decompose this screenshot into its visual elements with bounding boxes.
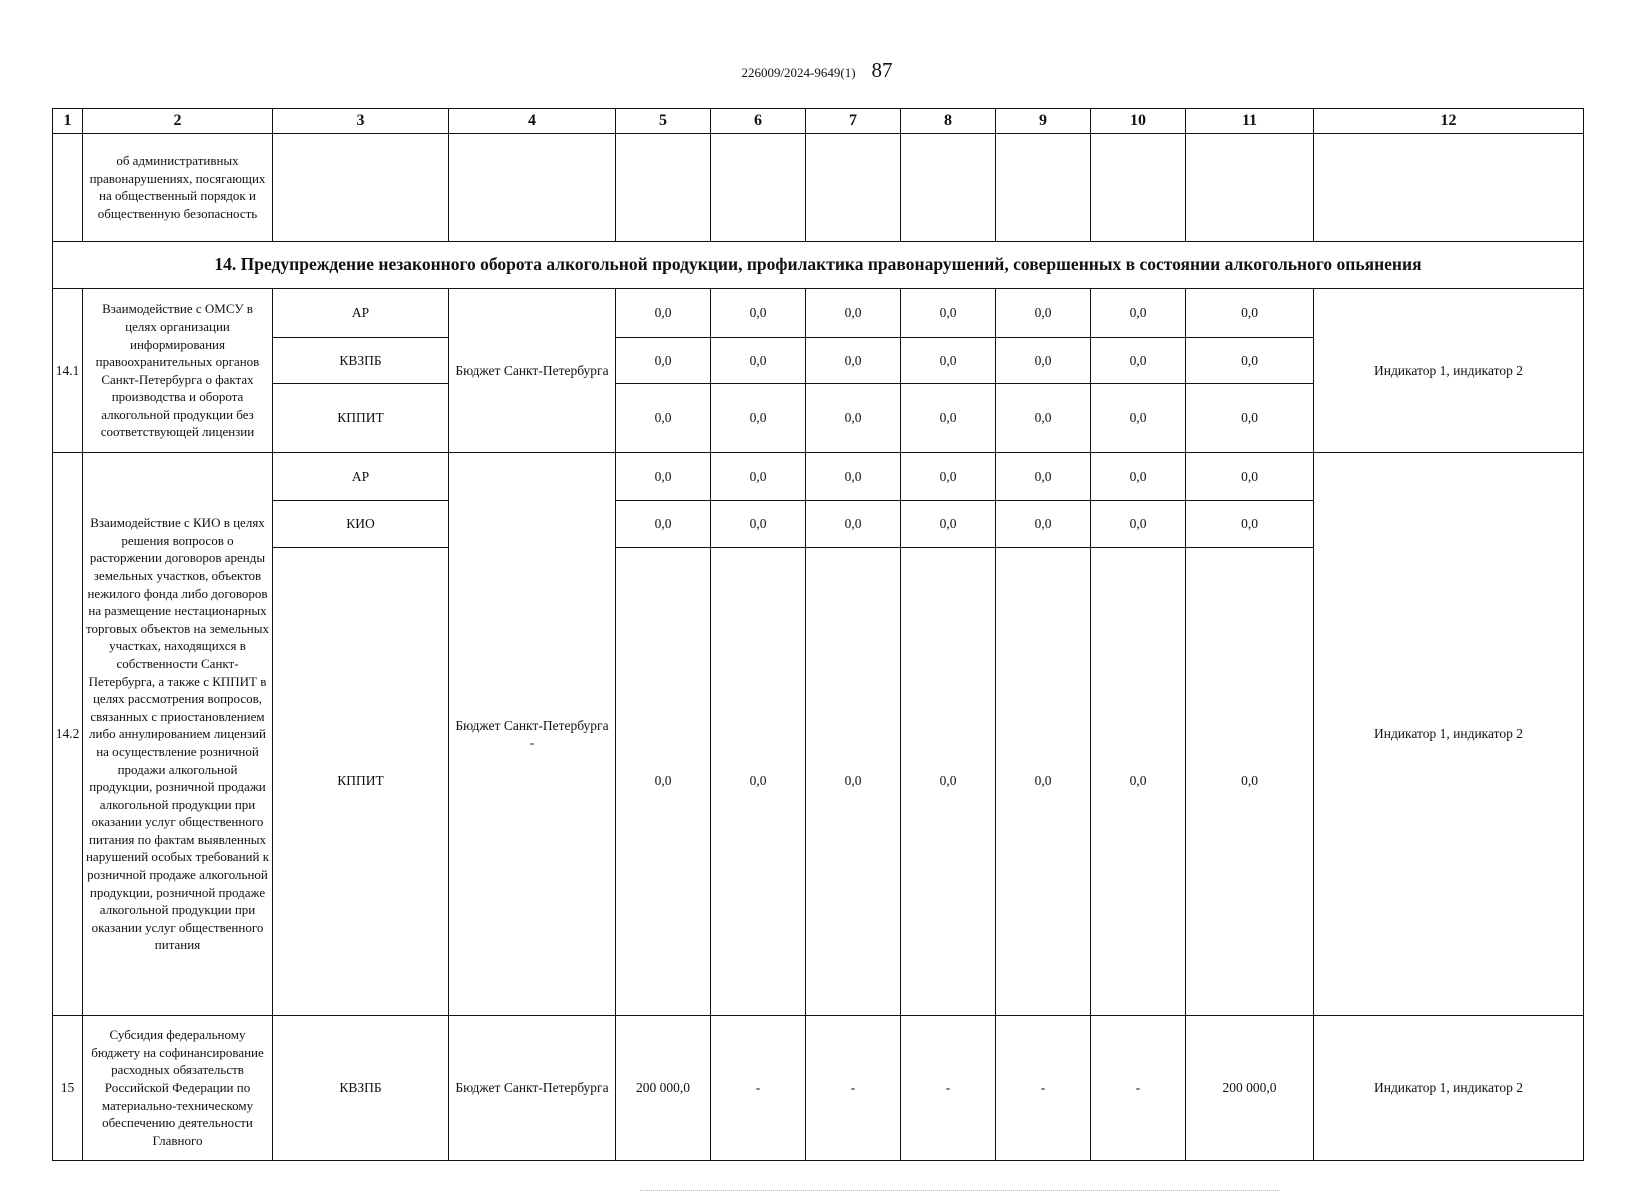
value-cell: 0,0 <box>1091 453 1186 500</box>
value-cell: 0,0 <box>806 337 901 383</box>
document-id: 226009/2024-9649(1) <box>741 65 856 80</box>
col-header-11: 11 <box>1186 109 1314 134</box>
value-cell: 0,0 <box>1091 547 1186 1015</box>
value-cell: 0,0 <box>996 500 1091 547</box>
value-cell: - <box>1091 1015 1186 1160</box>
value-cell: 0,0 <box>1091 500 1186 547</box>
value-cell: 0,0 <box>1091 383 1186 453</box>
page-number: 87 <box>871 58 893 82</box>
funding-source-name: Бюджет Санкт-Петербурга <box>455 717 609 733</box>
value-cell: 0,0 <box>996 288 1091 337</box>
row-number: 15 <box>53 1015 83 1160</box>
col-header-8: 8 <box>901 109 996 134</box>
row-number: 14.1 <box>53 288 83 453</box>
value-cell: 0,0 <box>616 337 711 383</box>
executor: КВЗПБ <box>273 1015 449 1160</box>
value-cell: - <box>996 1015 1091 1160</box>
col-header-6: 6 <box>711 109 806 134</box>
executor: КППИТ <box>273 547 449 1015</box>
section-title: 14. Предупреждение незаконного оборота алкогольной продукции, профилактика правонарушений, совершенных в состоянии алкогольного опьянения <box>53 241 1584 288</box>
carryover-row <box>53 133 1584 241</box>
column-header-row <box>53 109 1584 134</box>
table-row <box>53 1015 1584 1160</box>
value-cell: 0,0 <box>806 500 901 547</box>
col-header-3: 3 <box>273 109 449 134</box>
funding-source: Бюджет Санкт-Петербурга <box>449 288 616 453</box>
carryover-description: об административных правонарушениях, посягающих на общественный порядок и общественную безопасность <box>83 133 273 241</box>
value-cell: 0,0 <box>616 500 711 547</box>
executor: АР <box>273 288 449 337</box>
row-description: Взаимодействие с ОМСУ в целях организации информирования правоохранительных органов Санкт-Петербурга о фактах производства и оборота алкогольной продукции без соответствующей лицензии <box>83 288 273 453</box>
funding-source: Бюджет Санкт-Петербурга <box>449 1015 616 1160</box>
value-cell: 200 000,0 <box>616 1015 711 1160</box>
value-cell: 0,0 <box>806 383 901 453</box>
value-cell: 0,0 <box>711 288 806 337</box>
value-cell: 0,0 <box>1186 337 1314 383</box>
value-cell: 0,0 <box>901 288 996 337</box>
table-row <box>53 288 1584 337</box>
value-cell: 0,0 <box>616 453 711 500</box>
funding-source-dash: - <box>529 735 535 751</box>
value-cell: 0,0 <box>616 547 711 1015</box>
value-cell: 0,0 <box>806 453 901 500</box>
col-header-7: 7 <box>806 109 901 134</box>
value-cell: 0,0 <box>901 383 996 453</box>
value-cell: 0,0 <box>711 453 806 500</box>
value-cell: 0,0 <box>1186 288 1314 337</box>
value-cell: 0,0 <box>1186 547 1314 1015</box>
value-cell: 0,0 <box>806 288 901 337</box>
section-row <box>53 241 1584 288</box>
row-number: 14.2 <box>53 453 83 1015</box>
value-cell: 0,0 <box>1186 500 1314 547</box>
page-header <box>0 58 1634 83</box>
value-cell: 0,0 <box>996 547 1091 1015</box>
col-header-1: 1 <box>53 109 83 134</box>
value-cell: 0,0 <box>901 547 996 1015</box>
col-header-10: 10 <box>1091 109 1186 134</box>
value-cell: 0,0 <box>996 337 1091 383</box>
value-cell: - <box>711 1015 806 1160</box>
executor: КИО <box>273 500 449 547</box>
executor: АР <box>273 453 449 500</box>
indicator: Индикатор 1, индикатор 2 <box>1314 453 1584 1015</box>
value-cell: 0,0 <box>901 337 996 383</box>
value-cell: - <box>806 1015 901 1160</box>
value-cell: 0,0 <box>1091 337 1186 383</box>
executor: КВЗПБ <box>273 337 449 383</box>
col-header-5: 5 <box>616 109 711 134</box>
table-row <box>53 453 1584 500</box>
value-cell: 0,0 <box>711 337 806 383</box>
col-header-2: 2 <box>83 109 273 134</box>
col-header-12: 12 <box>1314 109 1584 134</box>
value-cell: 0,0 <box>996 453 1091 500</box>
value-cell: 0,0 <box>616 383 711 453</box>
row-description: Взаимодействие с КИО в целях решения вопросов о расторжении договоров аренды земельных участков, объектов нежилого фонда либо договоров на размещение нестационарных торговых объектов на земельных участках, находящихся в собственности Санкт-Петербурга, а также с КППИТ в целях рассмотрения вопросов, связанных с приостановлением либо аннулированием лицензий на осуществление розничной продажи алкогольной продукции, розничной продажи алкогольной продукции при оказании услуг общественного питания по фактам выявленных нарушений особых требований к розничной продаже алкогольной продукции, розничной продаже алкогольной продукции при оказании услуг общественного питания <box>83 453 273 1015</box>
value-cell: 0,0 <box>711 383 806 453</box>
program-table <box>52 108 1584 1161</box>
value-cell: 0,0 <box>711 547 806 1015</box>
funding-source <box>449 453 616 1015</box>
indicator: Индикатор 1, индикатор 2 <box>1314 1015 1584 1160</box>
executor: КППИТ <box>273 383 449 453</box>
value-cell: 0,0 <box>616 288 711 337</box>
value-cell: 200 000,0 <box>1186 1015 1314 1160</box>
value-cell: 0,0 <box>901 500 996 547</box>
col-header-9: 9 <box>996 109 1091 134</box>
value-cell: 0,0 <box>1091 288 1186 337</box>
row-description: Субсидия федеральному бюджету на софинансирование расходных обязательств Российской Федерации по материально-техническому обеспечению деятельности Главного <box>83 1015 273 1160</box>
value-cell: 0,0 <box>1186 383 1314 453</box>
value-cell: 0,0 <box>901 453 996 500</box>
value-cell: 0,0 <box>996 383 1091 453</box>
value-cell: 0,0 <box>711 500 806 547</box>
value-cell: 0,0 <box>1186 453 1314 500</box>
indicator: Индикатор 1, индикатор 2 <box>1314 288 1584 453</box>
footer-scan-line <box>640 1190 1280 1192</box>
value-cell: 0,0 <box>806 547 901 1015</box>
value-cell: - <box>901 1015 996 1160</box>
col-header-4: 4 <box>449 109 616 134</box>
